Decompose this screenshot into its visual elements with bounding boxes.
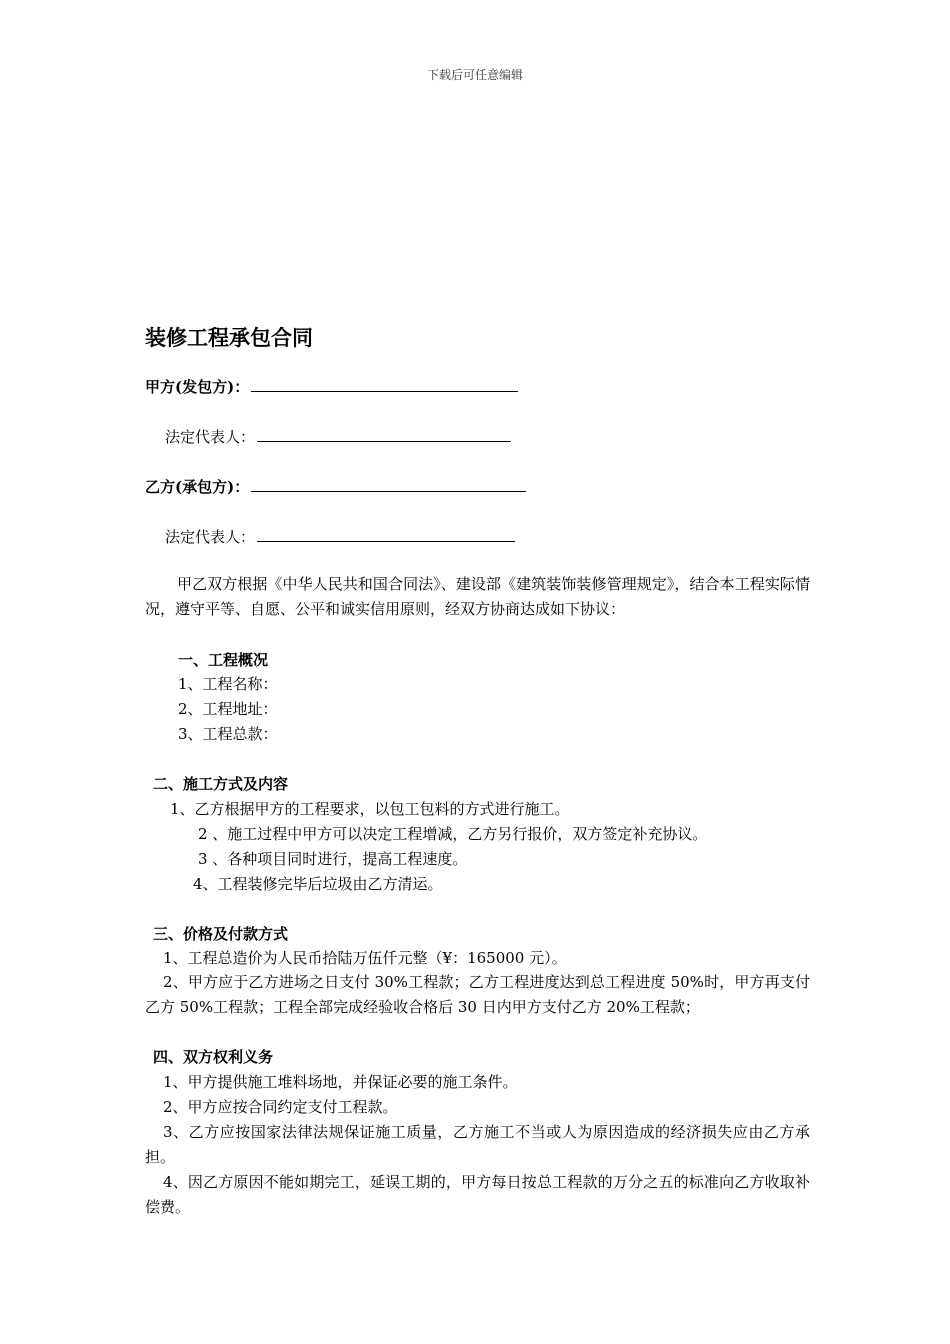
section-2-item-2: 2 、施工过程中甲方可以决定工程增减，乙方另行报价，双方签定补充协议。 [198,825,708,843]
party-b-rep-label: 法定代表人： [165,528,256,546]
party-a-label: 甲方(发包方)： [145,378,250,396]
party-a-rep-blank [257,426,511,442]
section-4-item-3: 3、乙方应按国家法律法规保证施工质量，乙方施工不当或人为原因造成的经济损失应由乙方承担。 [145,1123,810,1166]
section-4-item-2: 2、甲方应按合同约定支付工程款。 [163,1098,398,1116]
section-2-item-1: 1、乙方根据甲方的工程要求，以包工包料的方式进行施工。 [170,800,570,818]
party-a-rep-label: 法定代表人： [165,428,256,446]
party-b-rep-line [165,526,515,547]
section-heading-3: 三、价格及付款方式 [153,925,289,943]
section-heading-1: 一、工程概况 [178,651,269,669]
section-4-item-4: 4、因乙方原因不能如期完工，延误工期的，甲方每日按总工程款的万分之五的标准向乙方收取补偿费。 [145,1173,810,1216]
header-note: 下载后可任意编辑 [426,68,523,82]
contract-title: 装修工程承包合同 [145,325,313,350]
section-2-item-4: 4、工程装修完毕后垃圾由乙方清运。 [193,875,443,893]
party-b-rep-blank [257,526,515,542]
section-1-item-2: 2、工程地址： [178,700,278,718]
party-b-label: 乙方(承包方)： [145,478,250,496]
party-a-blank [251,376,518,392]
section-heading-4: 四、双方权利义务 [153,1048,274,1066]
intro-paragraph: 甲乙双方根据《中华人民共和国合同法》、建设部《建筑装饰装修管理规定》，结合本工程实际情况，遵守平等、自愿、公平和诚实信用原则，经双方协商达成如下协议： [145,575,810,618]
party-b-line [145,476,526,497]
section-4-item-1: 1、甲方提供施工堆料场地，并保证必要的施工条件。 [163,1073,518,1091]
section-1-item-1: 1、工程名称： [178,675,278,693]
section-3-item-1: 1、工程总造价为人民币拾陆万伍仟元整（¥：165000 元）。 [163,949,567,967]
party-b-blank [251,476,526,492]
section-3-item-2: 2、甲方应于乙方进场之日支付 30%工程款；乙方工程进度达到总工程进度 50%时，甲方再支付乙方 50%工程款；工程全部完成经验收合格后 30 日内甲方支付乙方 20%工程款； [145,973,810,1016]
section-heading-2: 二、施工方式及内容 [153,775,289,793]
section-2-item-3: 3 、各种项目同时进行，提高工程速度。 [198,850,468,868]
party-a-line [145,376,518,397]
party-a-rep-line [165,426,511,447]
section-1-item-3: 3、工程总款： [178,725,278,743]
